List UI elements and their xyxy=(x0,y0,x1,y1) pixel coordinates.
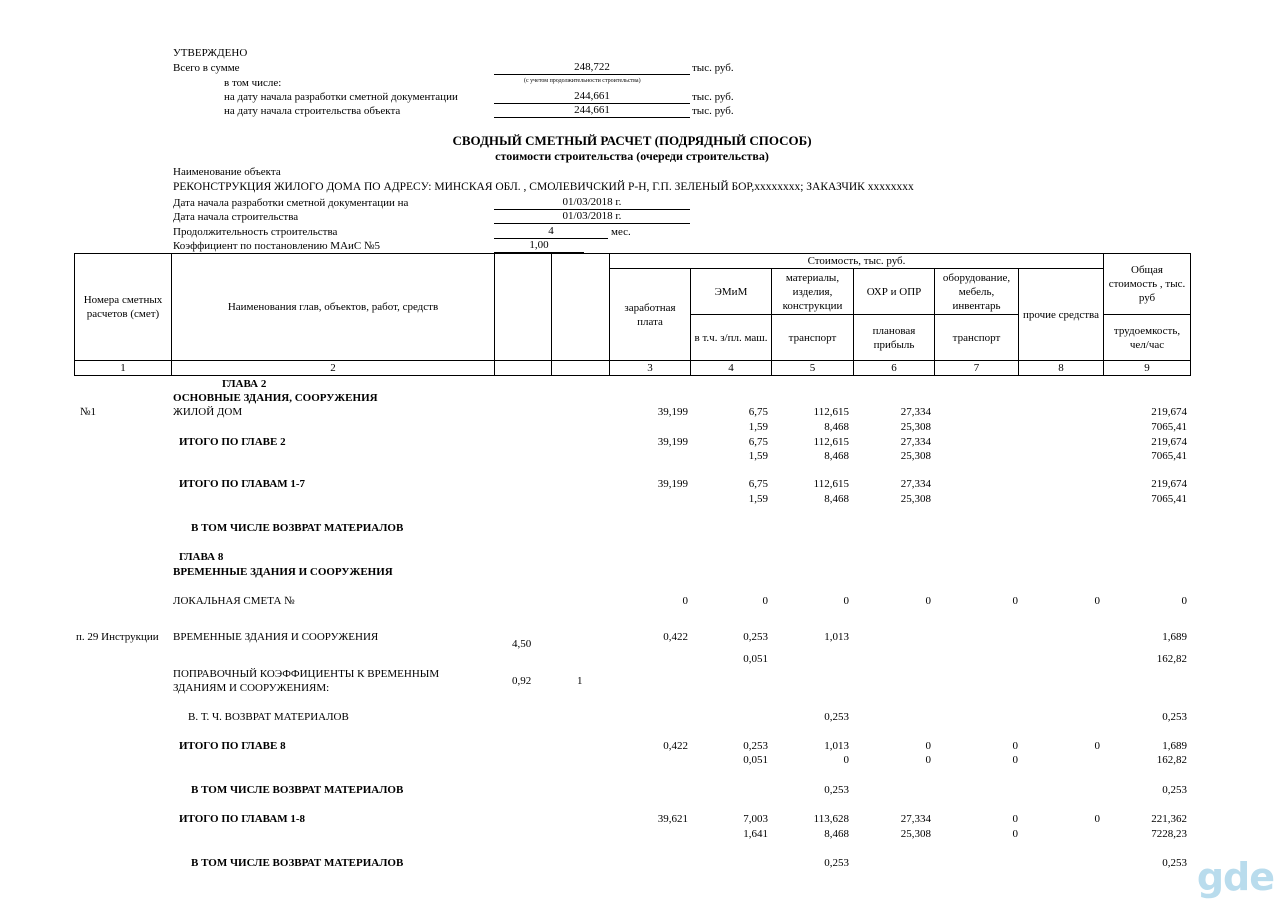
total-ch1-8-wages: 39,621 xyxy=(657,813,688,825)
cost-group-header: Стоимость, тыс. руб. xyxy=(610,254,1104,269)
materials-header: материалы, изделия, конструкции xyxy=(772,269,854,315)
total-ch1-8-materials: 113,628 xyxy=(813,813,849,825)
temp-buildings-name: ВРЕМЕННЫЕ ЗДАНИЯ И СООРУЖЕНИЯ xyxy=(173,631,379,643)
build-date-unit: тыс. руб. xyxy=(692,105,734,117)
chapter2-label: ГЛАВА 2 xyxy=(222,378,267,390)
doc-title: СВОДНЫЙ СМЕТНЫЙ РАСЧЕТ (ПОДРЯДНЫЙ СПОСОБ) xyxy=(452,133,812,148)
row1-emim: 6,75 xyxy=(748,406,768,418)
col-blank-b xyxy=(552,254,610,361)
row1-materials: 112,615 xyxy=(813,406,849,418)
labor-header: трудоемкость, чел/час xyxy=(1104,315,1191,361)
total-unit: тыс. руб. xyxy=(692,62,734,74)
local-estimate-emim: 0 xyxy=(762,595,768,607)
wages-header: заработная плата xyxy=(610,269,691,361)
total-ch8-ohr: 0 xyxy=(925,740,931,752)
local-estimate-wages: 0 xyxy=(682,595,688,607)
temp-buildings-ref: п. 29 Инструкции xyxy=(76,631,159,643)
total-ch8-total: 1,689 xyxy=(1162,740,1187,752)
ohr-header: ОХР и ОПР xyxy=(854,269,935,315)
row1-profit: 25,308 xyxy=(900,421,931,433)
incl-return-materials: 0,253 xyxy=(824,711,849,723)
build-date-label: на дату начала строительства объекта xyxy=(224,105,401,117)
row1-name: ЖИЛОЙ ДОМ xyxy=(173,406,243,418)
col-num-2: 2 xyxy=(172,361,495,376)
total-ch2-materials: 112,615 xyxy=(813,436,849,448)
estimate-header-table xyxy=(74,253,1191,376)
total-ch8-materials: 1,013 xyxy=(824,740,849,752)
total-ch1-7-total: 219,674 xyxy=(1151,478,1187,490)
total-ch2-emim: 6,75 xyxy=(748,436,768,448)
dev-start-label: Дата начала разработки сметной документации на xyxy=(173,197,409,209)
return-materials-1: В ТОМ ЧИСЛЕ ВОЗВРАТ МАТЕРИАЛОВ xyxy=(191,522,404,534)
build-start-value: 01/03/2018 г. xyxy=(494,210,690,224)
dev-date-unit: тыс. руб. xyxy=(692,91,734,103)
total-ch1-7-wages: 39,199 xyxy=(657,478,688,490)
profit-header: плановая прибыль xyxy=(854,315,935,361)
col-num-blank-a xyxy=(495,361,552,376)
total-ch2-total: 219,674 xyxy=(1151,436,1187,448)
total-value: 248,722 xyxy=(494,61,690,75)
dev-date-label: на дату начала разработки сметной документации xyxy=(224,91,458,103)
temp-buildings-wages: 0,422 xyxy=(663,631,688,643)
object-name-value: РЕКОНСТРУКЦИЯ ЖИЛОГО ДОМА ПО АДРЕСУ: МИНСКАЯ ОБЛ. , СМОЛЕВИЧСКИЙ Р-Н, Г.П. ЗЕЛЕНЫЙ БОР,xxxxxxxx; ЗАКАЗЧИК xxxxxxxx xyxy=(173,181,914,193)
object-name-label: Наименование объекта xyxy=(173,166,281,178)
total-ch8-transport2: 0 xyxy=(1012,754,1018,766)
col-num-6: 6 xyxy=(854,361,935,376)
total-ch1-7-ohr: 27,334 xyxy=(900,478,931,490)
col-num-blank-b xyxy=(552,361,610,376)
incl-return-total: 0,253 xyxy=(1162,711,1187,723)
local-estimate-ohr: 0 xyxy=(925,595,931,607)
row1-total: 219,674 xyxy=(1151,406,1187,418)
incl-return-name: В. Т. Ч. ВОЗВРАТ МАТЕРИАЛОВ xyxy=(188,711,349,723)
total-ch8-emim-sub: 0,051 xyxy=(743,754,768,766)
local-estimate-other: 0 xyxy=(1094,595,1100,607)
row1-ref: №1 xyxy=(80,406,96,418)
duration-note: (с учетом продолжительности строительства) xyxy=(524,78,641,84)
emim-sub-header: в т.ч. з/пл. маш. xyxy=(691,315,772,361)
total-ch1-8-emim: 7,003 xyxy=(743,813,768,825)
chapter8-title: ВРЕМЕННЫЕ ЗДАНИЯ И СООРУЖЕНИЯ xyxy=(173,566,393,578)
doc-subtitle: стоимости строительства (очереди строительства) xyxy=(495,149,769,163)
transport2-header: транспорт xyxy=(935,315,1019,361)
local-estimate-total: 0 xyxy=(1181,595,1187,607)
total-ch1-7-emim-sub: 1,59 xyxy=(748,493,768,505)
col-num-7: 7 xyxy=(935,361,1019,376)
approved-label: УТВЕРЖДЕНО xyxy=(173,47,248,59)
watermark-logo: gde xyxy=(1196,855,1274,899)
correction-name-line1: ПОПРАВОЧНЫЙ КОЭФФИЦИЕНТЫ К ВРЕМЕННЫМ xyxy=(173,668,440,680)
temp-buildings-total: 1,689 xyxy=(1162,631,1187,643)
coef-label: Коэффициент по постановлению МАиС №5 xyxy=(173,240,381,252)
col-num-4: 4 xyxy=(691,361,772,376)
total-ch8-equipment: 0 xyxy=(1012,740,1018,752)
total-ch2-name: ИТОГО ПО ГЛАВЕ 2 xyxy=(179,436,286,448)
temp-buildings-emim-sub: 0,051 xyxy=(743,653,768,665)
row1-wages: 39,199 xyxy=(657,406,688,418)
row1-transport: 8,468 xyxy=(824,421,849,433)
build-date-value: 244,661 xyxy=(494,104,690,118)
correction-count: 1 xyxy=(577,675,583,687)
total-ch2-wages: 39,199 xyxy=(657,436,688,448)
total-ch1-7-name: ИТОГО ПО ГЛАВАМ 1-7 xyxy=(179,478,306,490)
total-ch1-8-labor: 7228,23 xyxy=(1151,828,1187,840)
total-ch1-8-total: 221,362 xyxy=(1151,813,1187,825)
correction-name-line2: ЗДАНИЯМ И СООРУЖЕНИЯМ: xyxy=(173,682,330,694)
total-ch1-8-name: ИТОГО ПО ГЛАВАМ 1-8 xyxy=(179,813,306,825)
total-ch1-7-materials: 112,615 xyxy=(813,478,849,490)
total-ch8-emim: 0,253 xyxy=(743,740,768,752)
total-ch1-8-emim-sub: 1,641 xyxy=(743,828,768,840)
row1-labor: 7065,41 xyxy=(1151,421,1187,433)
total-ch1-8-transport2: 0 xyxy=(1012,828,1018,840)
local-estimate-materials: 0 xyxy=(843,595,849,607)
total-ch1-8-profit: 25,308 xyxy=(900,828,931,840)
duration-value: 4 xyxy=(494,225,608,239)
including-label: в том числе: xyxy=(224,77,282,89)
chapter2-title: ОСНОВНЫЕ ЗДАНИЯ, СООРУЖЕНИЯ xyxy=(173,392,378,404)
duration-label: Продолжительность строительства xyxy=(173,226,338,238)
return-materials-3: В ТОМ ЧИСЛЕ ВОЗВРАТ МАТЕРИАЛОВ xyxy=(191,857,404,869)
dev-start-value: 01/03/2018 г. xyxy=(494,196,690,210)
emim-header: ЭМиМ xyxy=(691,269,772,315)
total-ch8-transport: 0 xyxy=(843,754,849,766)
col-names-header: Наименования глав, объектов, работ, средств xyxy=(172,254,495,361)
total-ch2-profit: 25,308 xyxy=(900,450,931,462)
return-materials-2-materials: 0,253 xyxy=(824,784,849,796)
total-ch8-other: 0 xyxy=(1094,740,1100,752)
temp-buildings-emim: 0,253 xyxy=(743,631,768,643)
total-ch1-8-ohr: 27,334 xyxy=(900,813,931,825)
total-ch1-8-other: 0 xyxy=(1094,813,1100,825)
return-materials-3-materials: 0,253 xyxy=(824,857,849,869)
total-ch2-ohr: 27,334 xyxy=(900,436,931,448)
correction-coef: 0,92 xyxy=(512,675,532,687)
total-ch8-profit: 0 xyxy=(925,754,931,766)
temp-buildings-labor: 162,82 xyxy=(1156,653,1187,665)
dev-date-value: 244,661 xyxy=(494,90,690,104)
col-blank-a xyxy=(495,254,552,361)
col-num-1: 1 xyxy=(75,361,172,376)
total-label: Всего в сумме xyxy=(173,62,240,74)
temp-buildings-pct: 4,50 xyxy=(512,638,532,650)
other-header: прочие средства xyxy=(1019,269,1104,361)
chapter8-label: ГЛАВА 8 xyxy=(179,551,224,563)
col-num-5: 5 xyxy=(772,361,854,376)
local-estimate-name: ЛОКАЛЬНАЯ СМЕТА № xyxy=(173,595,295,607)
total-ch1-8-equipment: 0 xyxy=(1012,813,1018,825)
coef-value: 1,00 xyxy=(494,239,584,253)
total-header: Общая стоимость , тыс. руб xyxy=(1104,254,1191,315)
col-num-8: 8 xyxy=(1019,361,1104,376)
col-num-3: 3 xyxy=(610,361,691,376)
total-ch8-name: ИТОГО ПО ГЛАВЕ 8 xyxy=(179,740,286,752)
temp-buildings-materials: 1,013 xyxy=(824,631,849,643)
col-numbers-header: Номера сметных расчетов (смет) xyxy=(75,254,172,361)
total-ch8-wages: 0,422 xyxy=(663,740,688,752)
row1-ohr: 27,334 xyxy=(900,406,931,418)
local-estimate-equipment: 0 xyxy=(1012,595,1018,607)
total-ch8-labor: 162,82 xyxy=(1156,754,1187,766)
build-start-label: Дата начала строительства xyxy=(173,211,299,223)
col-num-9: 9 xyxy=(1104,361,1191,376)
total-ch1-7-labor: 7065,41 xyxy=(1151,493,1187,505)
total-ch1-7-transport: 8,468 xyxy=(824,493,849,505)
total-ch1-7-emim: 6,75 xyxy=(748,478,768,490)
transport-header: транспорт xyxy=(772,315,854,361)
return-materials-2: В ТОМ ЧИСЛЕ ВОЗВРАТ МАТЕРИАЛОВ xyxy=(191,784,404,796)
total-ch2-labor: 7065,41 xyxy=(1151,450,1187,462)
total-ch2-transport: 8,468 xyxy=(824,450,849,462)
total-ch2-emim-sub: 1,59 xyxy=(748,450,768,462)
total-ch1-7-profit: 25,308 xyxy=(900,493,931,505)
total-ch1-8-transport: 8,468 xyxy=(824,828,849,840)
duration-unit: мес. xyxy=(611,226,631,238)
return-materials-3-total: 0,253 xyxy=(1162,857,1187,869)
equipment-header: оборудование, мебель, инвентарь xyxy=(935,269,1019,315)
row1-emim-sub: 1,59 xyxy=(748,421,768,433)
return-materials-2-total: 0,253 xyxy=(1162,784,1187,796)
